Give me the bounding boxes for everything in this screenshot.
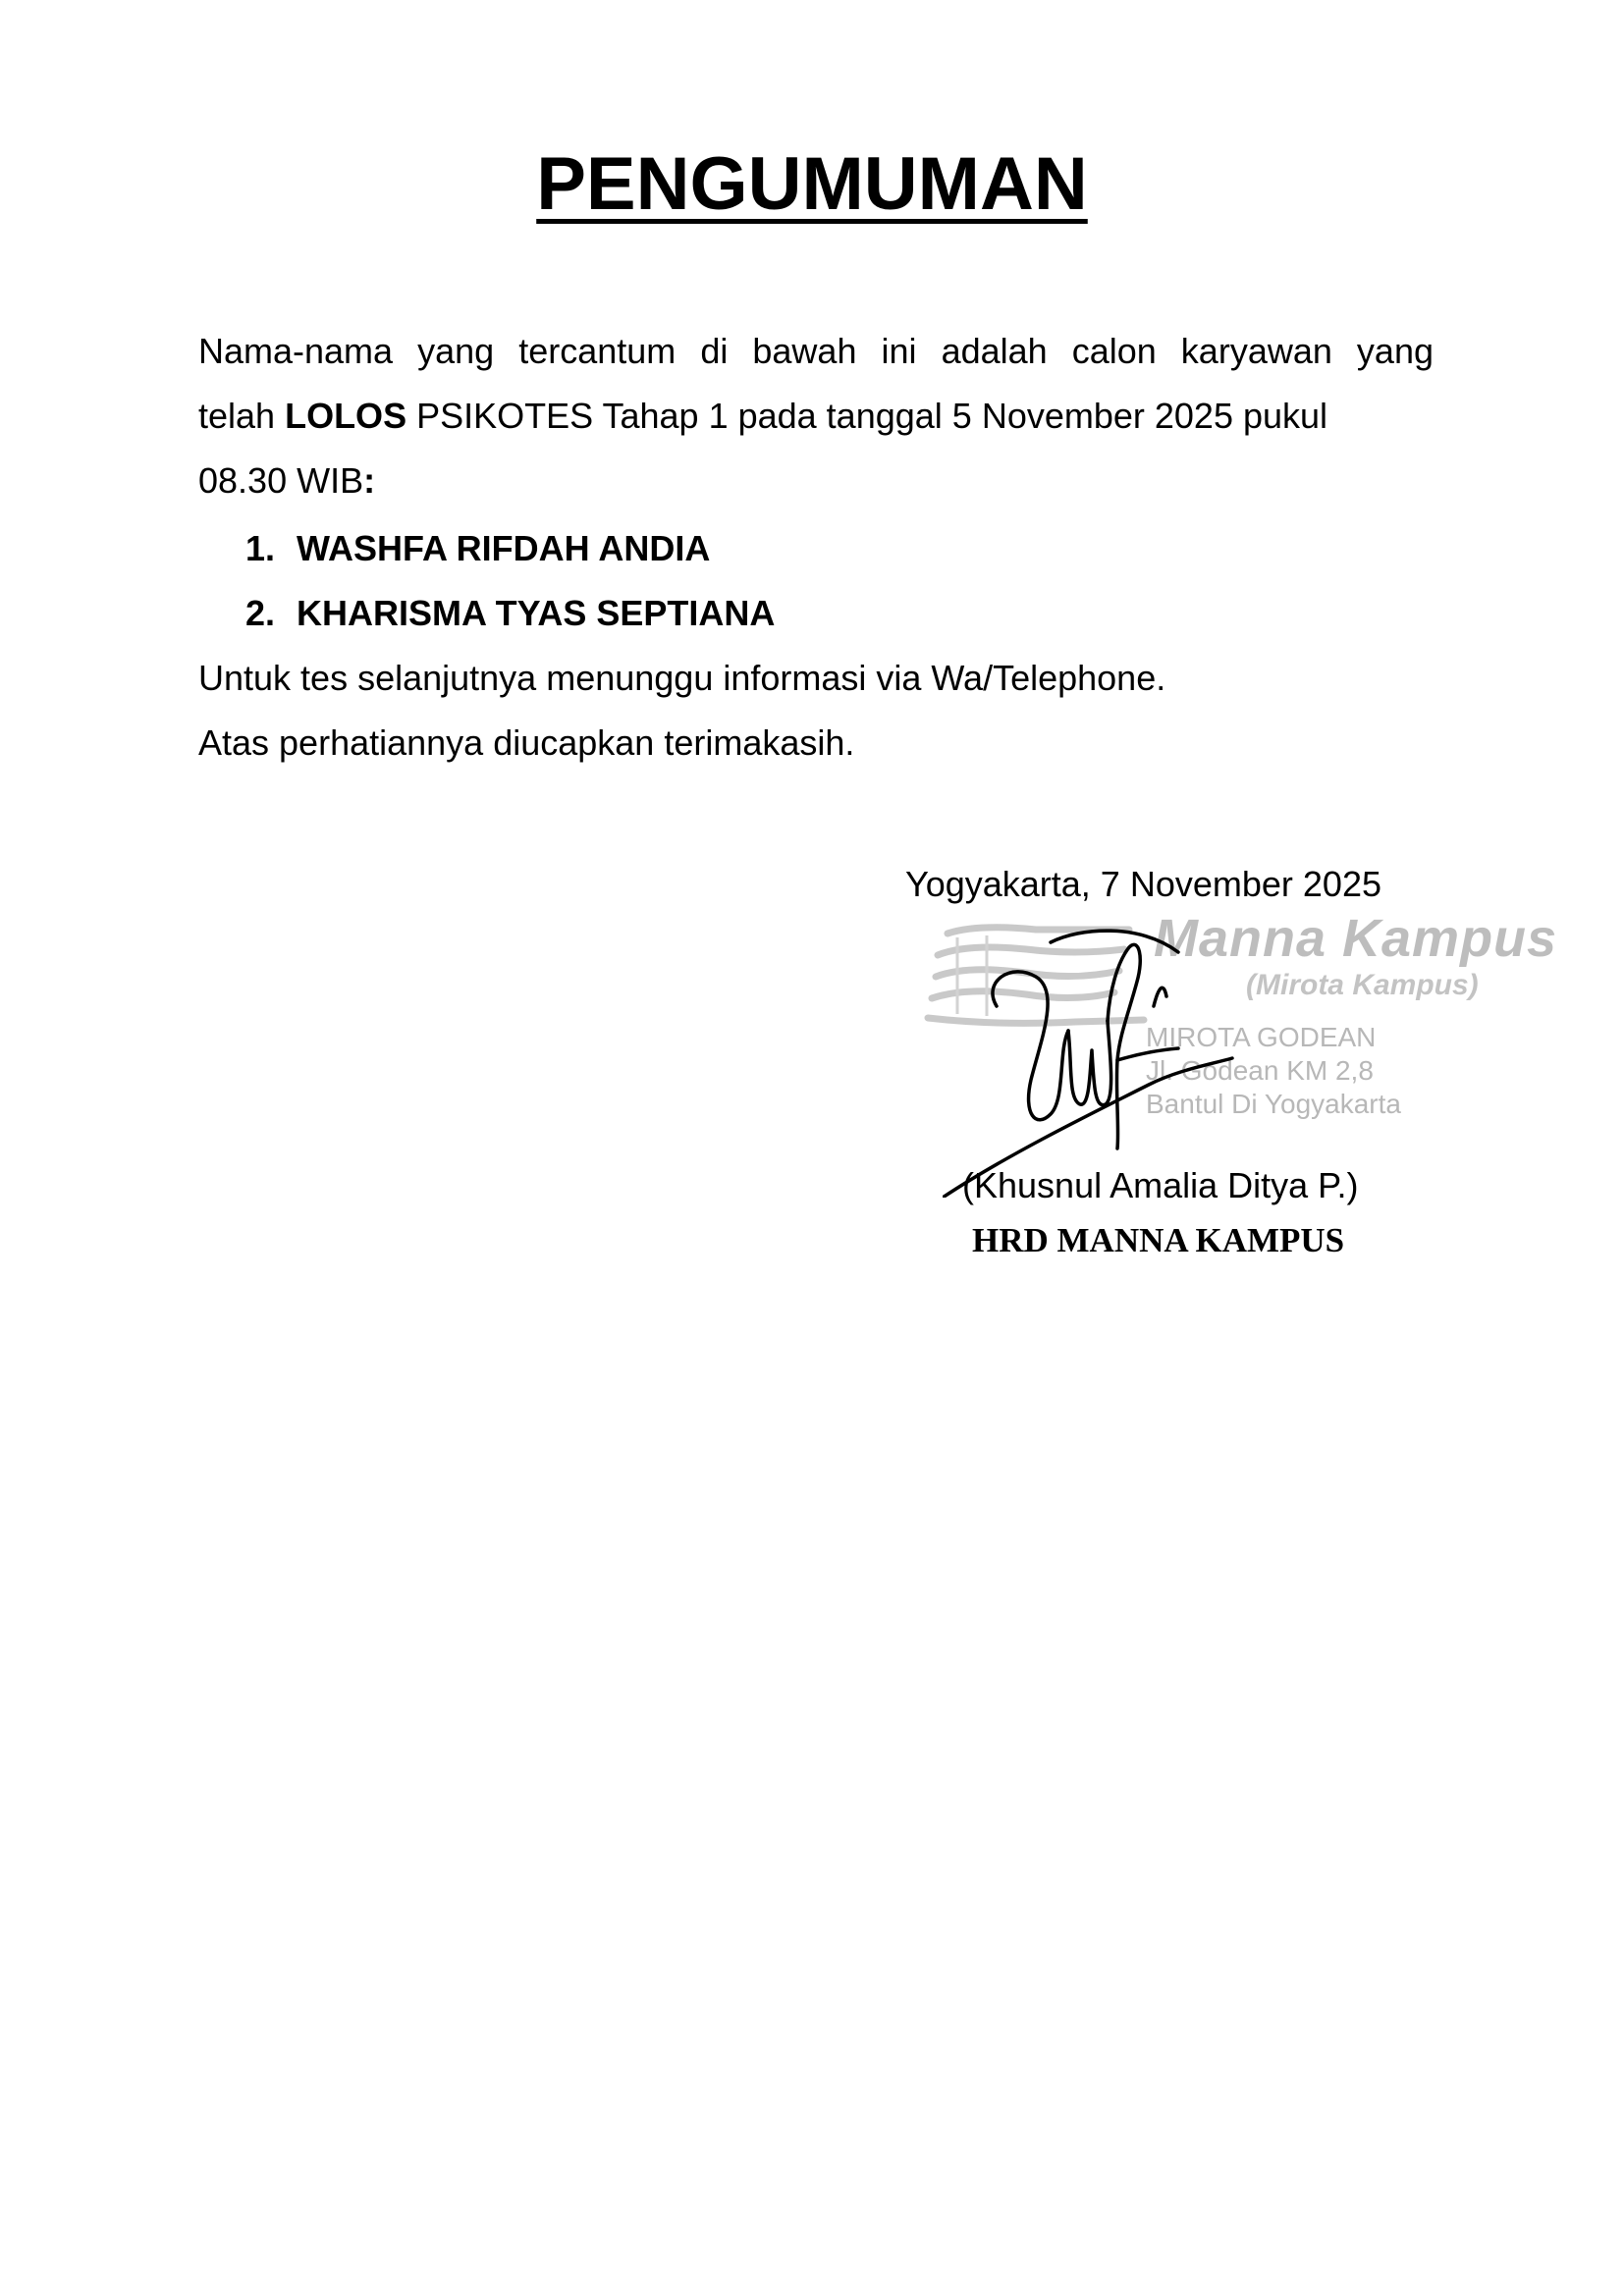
list-item [245,581,775,646]
candidate-name: KHARISMA TYAS SEPTIANA [297,593,776,633]
handwritten-signature [943,903,1237,1198]
closing-paragraph [198,646,1434,775]
list-item-number: 1. [245,528,276,568]
stamp-brand: Manna Kampus [1154,909,1558,968]
document-title: PENGUMUMAN [536,142,1088,226]
closing-line-2: Atas perhatiannya diucapkan terimakasih. [198,722,855,763]
signer-name: (Khusnul Amalia Ditya P.) [962,1165,1359,1205]
stamp-subtitle: (Mirota Kampus) [1246,969,1479,1001]
lolos-emphasis: LOLOS [285,396,407,436]
candidate-name: WASHFA RIFDAH ANDIA [297,528,711,568]
stamp-address-line: Jl. Godean KM 2,8 [1146,1055,1374,1086]
place-date: Yogyakarta, 7 November 2025 [905,864,1381,904]
intro-paragraph [198,319,1434,513]
list-item-number: 2. [245,593,276,633]
intro-line-2: telah LOLOS PSIKOTES Tahap 1 pada tanggal 5 November 2025 pukul [198,396,1328,436]
signer-title: HRD MANNA KAMPUS [972,1221,1345,1259]
stamp-address-line: MIROTA GODEAN [1146,1022,1377,1052]
intro-line-1: Nama-nama yang tercantum di bawah ini adalah calon karyawan yang [198,331,1434,371]
closing-line-1: Untuk tes selanjutnya menunggu informasi via Wa/Telephone. [198,658,1166,698]
candidate-list [245,516,775,646]
intro-line-3: 08.30 WIB: [198,460,376,501]
list-item [245,516,775,581]
stamp-address-line: Bantul Di Yogyakarta [1146,1089,1401,1119]
